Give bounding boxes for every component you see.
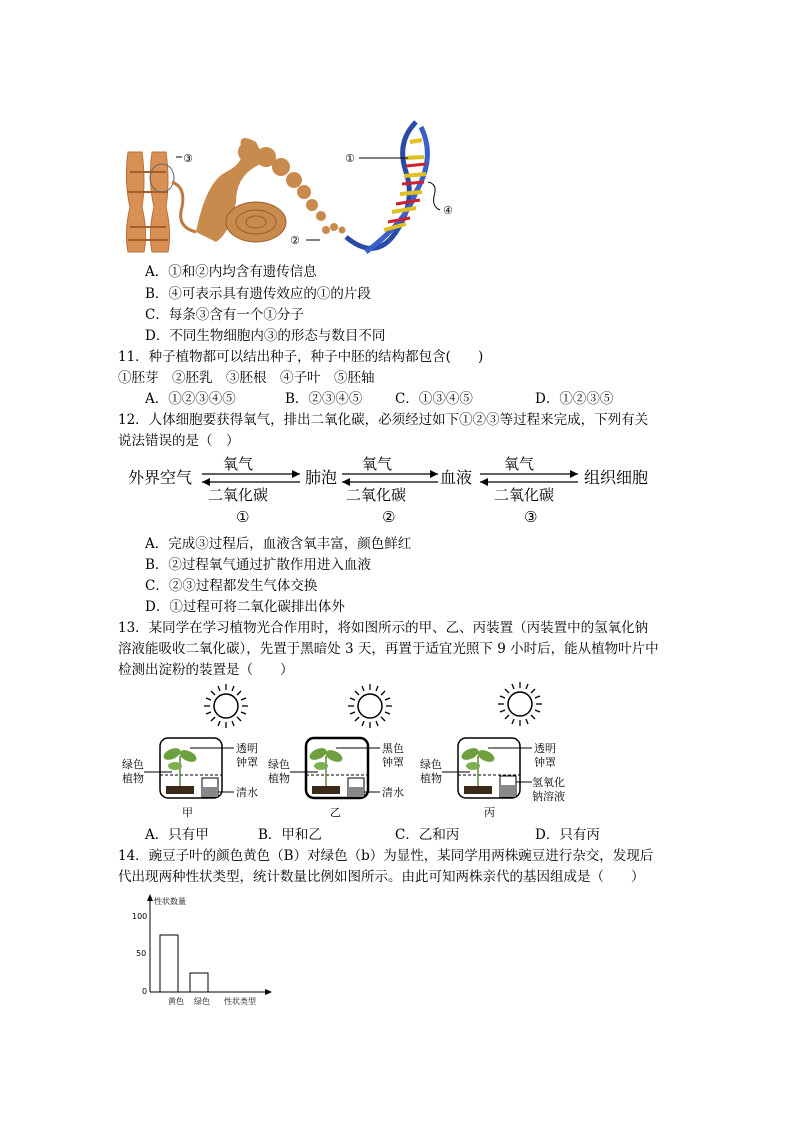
x-axis-label: 性状类型 — [224, 997, 256, 1006]
q13-stem-line2: 溶液能吸收二氧化碳），先置于黑暗处 3 天，再置于适宜光照下 9 小时后，能从植物叶片中 — [118, 641, 659, 657]
alveoli-label: 肺泡 — [305, 468, 338, 487]
q10-option-a: A．①和②内均含有遗传信息 — [145, 264, 317, 280]
q14-stem-line2: 代出现两种性状类型，统计数量比例如图所示。由此可知两株亲代的基因组成是（ ） — [118, 869, 645, 885]
bar-green — [190, 973, 208, 992]
y-tick-50: 50 — [136, 949, 147, 958]
label-3: ③ — [183, 152, 193, 165]
setup-2-cover-label-1: 黑色 — [382, 742, 404, 755]
chromosome-shape — [126, 152, 174, 252]
q13-stem-line1: 13．某同学在学习植物光合作用时，将如图所示的甲、乙、丙装置（丙装置中的氢氧化钠 — [118, 620, 649, 636]
setup-1-cover-label-1: 透明 — [236, 742, 258, 755]
q11-option-b: B．②③④⑤ — [285, 391, 363, 407]
oxygen-label-1: 氧气 — [223, 455, 254, 473]
setup-3-plant-label-1: 绿色 — [420, 758, 442, 771]
step-1-label: ① — [236, 508, 250, 526]
category-label-green: 绿色 — [194, 997, 210, 1006]
q13-stem-line3: 检测出淀粉的装置是（ ） — [118, 662, 294, 678]
setup-3-cover-label-2: 钟罩 — [534, 756, 556, 769]
step-2-label: ② — [382, 508, 396, 526]
q11-option-d: D．①②③⑤ — [535, 391, 614, 407]
label-2: ② — [290, 234, 300, 247]
oxygen-label-2: 氧气 — [362, 455, 393, 473]
setup-2-plant-label-1: 绿色 — [268, 758, 290, 771]
label-1: ① — [345, 152, 355, 165]
y-axis-label: 性状数量 — [154, 897, 186, 906]
setup-2-plant-label-2: 植物 — [268, 772, 290, 785]
co2-label-3: 二氧化碳 — [494, 486, 555, 504]
q11-stem: 11．种子植物都可以结出种子，种子中胚的结构都包含( ) — [118, 349, 484, 365]
setup-1-cover-label-2: 钟罩 — [236, 756, 258, 769]
oxygen-label-3: 氧气 — [504, 455, 535, 473]
gas-exchange-diagram — [120, 452, 680, 528]
setup-3-plant-label-2: 植物 — [420, 772, 442, 785]
q12-stem-line1: 12．人体细胞要获得氧气，排出二氧化碳，必须经过如下①②③等过程来完成，下列有关 — [118, 412, 649, 428]
category-label-yellow: 黄色 — [168, 997, 184, 1006]
q12-option-d: D．①过程可将二氧化碳排出体外 — [145, 599, 345, 615]
setup-2-name: 乙 — [330, 806, 341, 819]
setup-3-cover-label-1: 透明 — [534, 742, 556, 755]
q14-stem-line1: 14．豌豆子叶的颜色黄色（B）对绿色（b）为显性，某同学用两株豌豆进行杂交，发现后 — [118, 848, 654, 864]
setup-2-cover-label-2: 钟罩 — [382, 756, 404, 769]
q10-option-b: B．④可表示具有遗传效应的①的片段 — [145, 286, 371, 302]
q12-option-c: C．②③过程都发生气体交换 — [145, 578, 318, 594]
tissue-cells-label: 组织细胞 — [584, 468, 649, 487]
y-tick-0: 0 — [142, 987, 148, 996]
setup-3-liquid-label-1: 氢氧化 — [532, 776, 565, 789]
setup-1-plant-label-1: 绿色 — [122, 758, 144, 771]
trait-count-chart — [128, 892, 278, 1010]
dna-helix — [346, 122, 440, 252]
q13-option-d: D．只有丙 — [535, 827, 600, 843]
q13-option-c: C．乙和丙 — [395, 827, 460, 843]
q12-stem-line2: 说法错误的是（ ） — [118, 433, 240, 449]
setup-3-liquid-label-2: 钠溶液 — [532, 790, 565, 803]
q13-option-b: B．甲和乙 — [258, 827, 322, 843]
label-4: ④ — [443, 204, 453, 217]
q11-parts: ①胚芽 ②胚乳 ③胚根 ④子叶 ⑤胚轴 — [118, 370, 375, 386]
setup-1-liquid-label: 清水 — [236, 786, 258, 799]
chromatin-coil — [196, 138, 346, 242]
co2-label-2: 二氧化碳 — [346, 486, 407, 504]
y-tick-100: 100 — [132, 912, 148, 921]
photosynthesis-setups — [118, 682, 588, 822]
co2-label-1: 二氧化碳 — [208, 486, 269, 504]
chromosome-dna-figure — [116, 112, 476, 258]
setup-2-liquid-label: 清水 — [382, 786, 404, 799]
bar-yellow — [160, 935, 178, 992]
outside-air-label: 外界空气 — [128, 468, 193, 487]
q11-option-a: A．①②③④⑤ — [145, 391, 236, 407]
setup-1-name: 甲 — [182, 806, 193, 819]
setup-1-plant-label-2: 植物 — [122, 772, 144, 785]
blood-label: 血液 — [440, 468, 473, 487]
setup-3-name: 丙 — [484, 806, 495, 819]
step-3-label: ③ — [524, 508, 538, 526]
q12-option-b: B．②过程氧气通过扩散作用进入血液 — [145, 557, 371, 573]
q10-option-d: D．不同生物细胞内③的形态与数目不同 — [145, 328, 386, 344]
q13-option-a: A．只有甲 — [145, 827, 209, 843]
q10-option-c: C．每条③含有一个①分子 — [145, 307, 304, 323]
q11-option-c: C．①③④⑤ — [395, 391, 473, 407]
q12-option-a: A．完成③过程后，血液含氧丰富，颜色鲜红 — [145, 536, 412, 552]
